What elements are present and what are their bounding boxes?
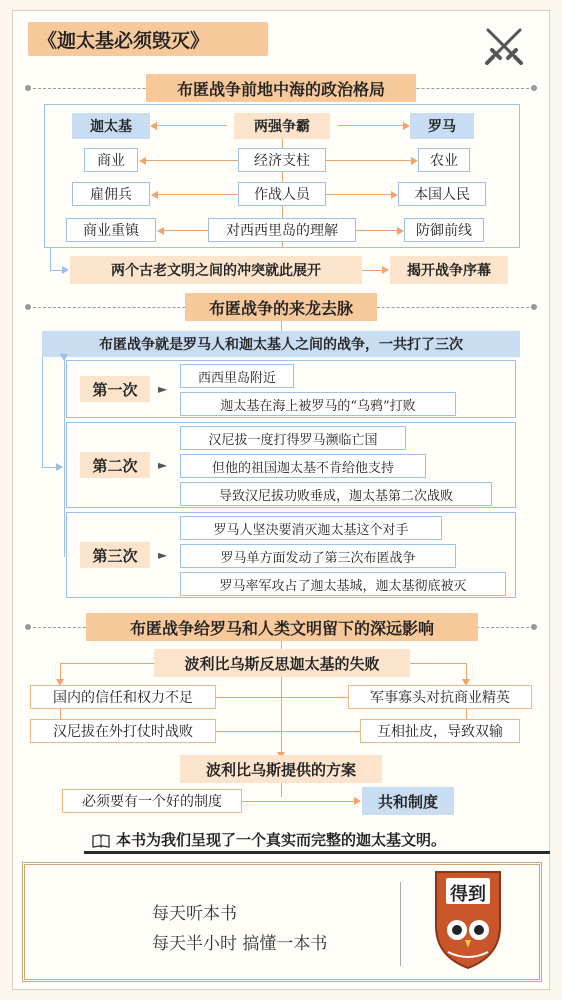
right-reason-1: 军事寡头对抗商业精英 bbox=[348, 685, 532, 709]
war3-arrow: ► bbox=[158, 548, 168, 562]
left-row-3: 商业重镇 bbox=[66, 218, 156, 242]
war2-item-3: 导致汉尼拔功败垂成，迦太基第二次战败 bbox=[180, 482, 492, 506]
logo-text: 得到 bbox=[450, 884, 486, 905]
center-row-1: 经济支柱 bbox=[238, 148, 326, 172]
left-reason-1: 国内的信任和权力不足 bbox=[30, 685, 216, 709]
rivalry-head: 两强争霸 bbox=[234, 113, 330, 139]
carthage-head: 迦太基 bbox=[72, 113, 150, 139]
page-title: 《迦太基必须毁灭》 bbox=[28, 22, 268, 56]
section2-title: 布匿战争的来龙去脉 bbox=[185, 293, 377, 321]
section1-title: 布匿战争前地中海的政治格局 bbox=[146, 74, 416, 102]
rome-head: 罗马 bbox=[410, 113, 474, 139]
conflict-box: 两个古老文明之间的冲突就此展开 bbox=[70, 256, 362, 284]
right-reason-2: 互相扯皮，导致双输 bbox=[360, 719, 520, 743]
reflect-box: 波利比乌斯反思迦太基的失败 bbox=[154, 649, 410, 677]
section3-title: 布匿战争给罗马和人类文明留下的深远影响 bbox=[86, 613, 478, 641]
footer-line-1: 每天听本书 bbox=[152, 904, 237, 924]
war1-label: 第一次 bbox=[80, 376, 150, 402]
prelude-box: 揭开战争序幕 bbox=[390, 256, 508, 284]
war1-item-1: 西西里岛附近 bbox=[180, 364, 294, 388]
war-summary: 布匿战争就是罗马人和迦太基人之间的战争，一共打了三次 bbox=[42, 331, 520, 357]
left-reason-2: 汉尼拔在外打仗时战败 bbox=[30, 719, 216, 743]
center-row-3: 对西西里岛的理解 bbox=[208, 218, 356, 242]
war1-arrow: ► bbox=[158, 382, 168, 396]
war3-label: 第三次 bbox=[80, 542, 150, 568]
right-row-1: 农业 bbox=[418, 148, 470, 172]
right-row-2: 本国人民 bbox=[398, 182, 486, 206]
conclusion-text: 本书为我们呈现了一个真实而完整的迦太基文明。 bbox=[116, 831, 447, 849]
right-row-3: 防御前线 bbox=[404, 218, 484, 242]
war2-arrow: ► bbox=[158, 458, 168, 472]
left-row-2: 雇佣兵 bbox=[72, 182, 150, 206]
war3-item-3: 罗马率军攻占了迦太基城，迦太基彻底被灭 bbox=[180, 572, 506, 596]
footer-line-2: 每天半小时 搞懂一本书 bbox=[152, 934, 328, 954]
solution-title: 波利比乌斯提供的方案 bbox=[180, 755, 382, 783]
war2-item-2: 但他的祖国迦太基不肯给他支持 bbox=[180, 454, 426, 478]
war1-item-2: 迦太基在海上被罗马的“乌鸦”打败 bbox=[180, 392, 456, 416]
solution-text: 必须要有一个好的制度 bbox=[62, 789, 242, 813]
war3-item-2: 罗马单方面发动了第三次布匿战争 bbox=[180, 544, 456, 568]
solution-result: 共和制度 bbox=[362, 787, 454, 815]
war2-item-1: 汉尼拔一度打得罗马濒临亡国 bbox=[180, 426, 406, 450]
war2-label: 第二次 bbox=[80, 452, 150, 478]
left-row-1: 商业 bbox=[84, 148, 138, 172]
center-row-2: 作战人员 bbox=[238, 182, 326, 206]
book-icon bbox=[92, 833, 110, 847]
crossed-swords-icon bbox=[482, 24, 526, 68]
war3-item-1: 罗马人坚决要消灭迦太基这个对手 bbox=[180, 516, 442, 540]
